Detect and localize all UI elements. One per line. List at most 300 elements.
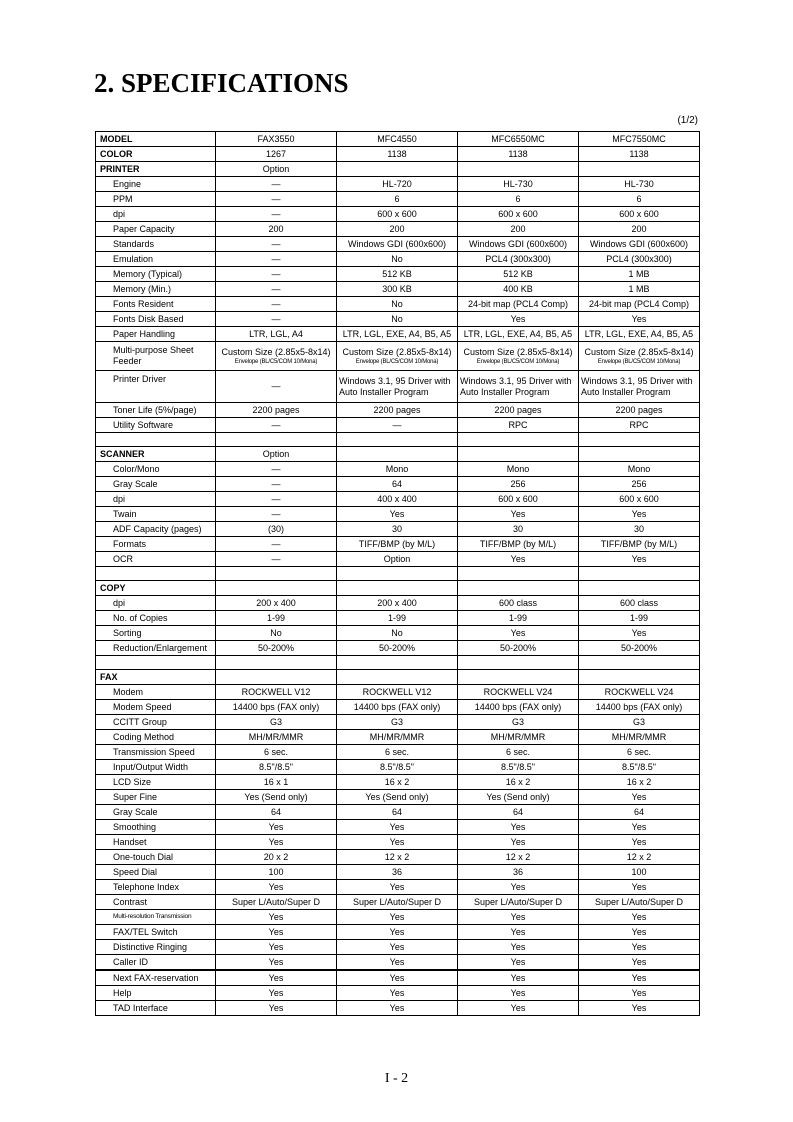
cell-line: Windows 3.1, 95 Driver with	[460, 375, 572, 386]
table-cell: 14400 bps (FAX only)	[458, 700, 579, 715]
table-cell: Yes	[579, 552, 700, 567]
table-cell: Windows GDI (600x600)	[337, 237, 458, 252]
row-label: dpi	[96, 492, 216, 507]
table-row	[96, 820, 700, 835]
table-cell: MFC7550MC	[579, 132, 700, 147]
table-cell: —	[216, 177, 337, 192]
row-label: Gray Scale	[96, 805, 216, 820]
table-row	[96, 147, 700, 162]
table-row	[96, 790, 700, 805]
table-cell: Yes	[337, 925, 458, 940]
cell-line: Auto Installer Program	[460, 386, 550, 397]
row-label: Emulation	[96, 252, 216, 267]
cell-line: Custom Size (2.85x5-8x14)	[584, 346, 694, 357]
table-row	[96, 1001, 700, 1016]
table-cell: Yes	[216, 986, 337, 1001]
table-row	[96, 596, 700, 611]
table-cell: 2200 pages	[337, 403, 458, 418]
row-label: ADF Capacity (pages)	[96, 522, 216, 537]
table-cell: Super L/Auto/Super D	[579, 895, 700, 910]
table-cell: 50-200%	[216, 641, 337, 656]
table-cell: LTR, LGL, EXE, A4, B5, A5	[458, 327, 579, 342]
table-cell: 1-99	[579, 611, 700, 626]
row-label: Twain	[96, 507, 216, 522]
table-cell: Yes	[579, 940, 700, 955]
table-row	[96, 835, 700, 850]
row-label: LCD Size	[96, 775, 216, 790]
table-cell: Yes (Send only)	[458, 790, 579, 805]
table-row	[96, 775, 700, 790]
row-label: Modem	[96, 685, 216, 700]
table-cell: Yes	[337, 1001, 458, 1016]
table-cell: Super L/Auto/Super D	[337, 895, 458, 910]
table-cell: G3	[458, 715, 579, 730]
row-label: Toner Life (5%/page)	[96, 403, 216, 418]
table-cell	[216, 433, 337, 447]
table-cell: Windows GDI (600x600)	[579, 237, 700, 252]
table-cell: Yes	[579, 970, 700, 986]
cell-line: Envelope (BL/C5/COM 10/Mona)	[597, 358, 681, 365]
table-cell	[337, 433, 458, 447]
table-cell: Yes	[216, 925, 337, 940]
row-label: Input/Output Width	[96, 760, 216, 775]
table-row	[96, 267, 700, 282]
table-cell: G3	[579, 715, 700, 730]
table-cell: MH/MR/MMR	[337, 730, 458, 745]
row-label: Fonts Disk Based	[96, 312, 216, 327]
table-row	[96, 745, 700, 760]
row-label	[96, 433, 216, 447]
row-label: PRINTER	[96, 162, 216, 177]
table-cell: 6	[579, 192, 700, 207]
table-row	[96, 970, 700, 986]
table-cell	[458, 447, 579, 462]
table-cell: 20 x 2	[216, 850, 337, 865]
table-cell: —	[216, 537, 337, 552]
table-row	[96, 252, 700, 267]
table-cell: 200	[337, 222, 458, 237]
table-cell: Yes	[337, 910, 458, 925]
table-cell: 14400 bps (FAX only)	[337, 700, 458, 715]
table-cell: 1138	[458, 147, 579, 162]
table-cell: 256	[579, 477, 700, 492]
table-cell: 1138	[579, 147, 700, 162]
table-cell: 2200 pages	[458, 403, 579, 418]
table-cell: 64	[579, 805, 700, 820]
table-cell: Yes	[337, 986, 458, 1001]
table-cell: 6	[458, 192, 579, 207]
cell-line: Envelope (BL/C5/COM 10/Mona)	[476, 358, 560, 365]
table-cell: No	[337, 312, 458, 327]
table-row	[96, 403, 700, 418]
table-row	[96, 282, 700, 297]
table-cell	[458, 162, 579, 177]
table-cell: Yes	[216, 955, 337, 971]
table-cell: Yes	[579, 820, 700, 835]
table-row	[96, 760, 700, 775]
table-cell: 100	[216, 865, 337, 880]
table-cell	[337, 581, 458, 596]
table-cell: Mono	[579, 462, 700, 477]
table-cell: 14400 bps (FAX only)	[216, 700, 337, 715]
row-label	[96, 656, 216, 670]
table-cell: No	[337, 297, 458, 312]
table-cell: Option	[337, 552, 458, 567]
table-cell: MFC6550MC	[458, 132, 579, 147]
table-row	[96, 192, 700, 207]
table-cell: 1-99	[337, 611, 458, 626]
table-row	[96, 132, 700, 147]
page-number: I - 2	[384, 1071, 409, 1086]
table-cell	[216, 656, 337, 670]
table-cell: LTR, LGL, EXE, A4, B5, A5	[579, 327, 700, 342]
row-label: Modem Speed	[96, 700, 216, 715]
row-label: SCANNER	[96, 447, 216, 462]
table-cell: —	[216, 477, 337, 492]
row-label: Next FAX-reservation	[96, 970, 216, 986]
table-row	[96, 433, 700, 447]
table-cell: Yes	[458, 312, 579, 327]
table-cell	[458, 656, 579, 670]
table-cell: Yes	[337, 955, 458, 971]
table-cell	[216, 342, 337, 371]
table-cell: 600 class	[579, 596, 700, 611]
table-cell: 8.5"/8.5"	[337, 760, 458, 775]
row-label: Paper Handling	[96, 327, 216, 342]
row-label: COPY	[96, 581, 216, 596]
table-cell: MH/MR/MMR	[579, 730, 700, 745]
table-cell: 6 sec.	[579, 745, 700, 760]
table-cell: 600 x 600	[458, 207, 579, 222]
row-label: One-touch Dial	[96, 850, 216, 865]
row-label: dpi	[96, 596, 216, 611]
table-cell: Yes	[458, 940, 579, 955]
table-cell	[579, 567, 700, 581]
table-cell: Yes	[579, 507, 700, 522]
row-label: PPM	[96, 192, 216, 207]
table-cell: 6	[337, 192, 458, 207]
table-cell: HL-730	[458, 177, 579, 192]
cell-line: Auto Installer Program	[339, 386, 429, 397]
table-cell: 16 x 1	[216, 775, 337, 790]
table-cell: 50-200%	[579, 641, 700, 656]
table-cell: LTR, LGL, A4	[216, 327, 337, 342]
cell-line: Envelope (BL/C5/COM 10/Mona)	[234, 358, 318, 365]
table-row	[96, 670, 700, 685]
table-row	[96, 880, 700, 895]
table-cell: 600 x 600	[579, 207, 700, 222]
table-cell: —	[216, 552, 337, 567]
table-cell: 14400 bps (FAX only)	[579, 700, 700, 715]
table-row	[96, 910, 700, 925]
table-cell: Yes	[458, 880, 579, 895]
table-cell: Yes	[216, 970, 337, 986]
table-cell: 30	[337, 522, 458, 537]
table-row	[96, 462, 700, 477]
table-cell: 6 sec.	[458, 745, 579, 760]
row-label: Paper Capacity	[96, 222, 216, 237]
table-cell: Option	[216, 162, 337, 177]
table-row-multi-purpose-feeder	[96, 342, 700, 371]
table-cell: 300 KB	[337, 282, 458, 297]
row-label: COLOR	[96, 147, 216, 162]
table-cell: —	[216, 418, 337, 433]
table-cell: Yes	[579, 925, 700, 940]
table-cell: 2200 pages	[579, 403, 700, 418]
table-cell: Yes	[337, 970, 458, 986]
table-row	[96, 537, 700, 552]
table-cell: Super L/Auto/Super D	[458, 895, 579, 910]
row-label: Transmission Speed	[96, 745, 216, 760]
table-row	[96, 656, 700, 670]
row-label: Super Fine	[96, 790, 216, 805]
table-cell: HL-730	[579, 177, 700, 192]
table-cell: 8.5"/8.5"	[579, 760, 700, 775]
row-label: Standards	[96, 237, 216, 252]
table-cell: 6 sec.	[216, 745, 337, 760]
row-label: TAD Interface	[96, 1001, 216, 1016]
table-cell: ROCKWELL V12	[216, 685, 337, 700]
table-cell: 512 KB	[337, 267, 458, 282]
table-row	[96, 447, 700, 462]
row-label: Contrast	[96, 895, 216, 910]
table-cell: Yes	[579, 790, 700, 805]
page-indicator: (1/2)	[677, 115, 698, 126]
cell-line: Custom Size (2.85x5-8x14)	[463, 346, 573, 357]
table-cell: MH/MR/MMR	[458, 730, 579, 745]
table-cell: Yes	[579, 835, 700, 850]
row-label	[96, 567, 216, 581]
table-cell: Yes	[458, 552, 579, 567]
table-cell: 256	[458, 477, 579, 492]
table-cell	[579, 581, 700, 596]
row-label: Telephone Index	[96, 880, 216, 895]
cell-line: Windows 3.1, 95 Driver with	[581, 375, 693, 386]
table-cell: No	[337, 626, 458, 641]
table-cell: Yes	[216, 835, 337, 850]
row-label: Handset	[96, 835, 216, 850]
table-cell: G3	[337, 715, 458, 730]
table-cell: RPC	[458, 418, 579, 433]
table-cell: HL-720	[337, 177, 458, 192]
table-cell: 512 KB	[458, 267, 579, 282]
row-label: Printer Driver	[96, 371, 216, 403]
table-cell: 600 class	[458, 596, 579, 611]
table-cell: ROCKWELL V24	[579, 685, 700, 700]
table-cell: 200 x 400	[337, 596, 458, 611]
table-cell: —	[216, 252, 337, 267]
row-label: Speed Dial	[96, 865, 216, 880]
row-label: Memory (Typical)	[96, 267, 216, 282]
table-cell	[337, 447, 458, 462]
table-cell	[216, 670, 337, 685]
table-cell	[579, 670, 700, 685]
table-cell: 1267	[216, 147, 337, 162]
table-cell: Yes	[337, 820, 458, 835]
row-label: Distinctive Ringing	[96, 940, 216, 955]
row-label: FAX/TEL Switch	[96, 925, 216, 940]
table-cell: 1-99	[458, 611, 579, 626]
table-cell: FAX3550	[216, 132, 337, 147]
cell-line: Custom Size (2.85x5-8x14)	[221, 346, 331, 357]
table-cell: Yes (Send only)	[216, 790, 337, 805]
table-cell: Yes	[216, 820, 337, 835]
table-cell: Yes	[458, 955, 579, 971]
table-cell: Yes	[579, 626, 700, 641]
row-label: Caller ID	[96, 955, 216, 971]
table-row	[96, 895, 700, 910]
table-cell	[458, 433, 579, 447]
table-cell	[579, 447, 700, 462]
table-cell	[579, 656, 700, 670]
row-label: No. of Copies	[96, 611, 216, 626]
table-cell: —	[216, 282, 337, 297]
row-label: Utility Software	[96, 418, 216, 433]
table-row-printer-driver	[96, 371, 700, 403]
table-cell: 200	[458, 222, 579, 237]
table-cell: ROCKWELL V12	[337, 685, 458, 700]
table-cell: 8.5"/8.5"	[458, 760, 579, 775]
table-cell: —	[216, 371, 337, 403]
table-row	[96, 207, 700, 222]
table-row	[96, 641, 700, 656]
table-cell: Yes	[458, 1001, 579, 1016]
table-row	[96, 567, 700, 581]
table-cell	[337, 162, 458, 177]
table-cell: 16 x 2	[579, 775, 700, 790]
row-label: Engine	[96, 177, 216, 192]
table-cell: Yes	[458, 986, 579, 1001]
row-label: Gray Scale	[96, 477, 216, 492]
table-cell: 200	[216, 222, 337, 237]
table-cell: 16 x 2	[337, 775, 458, 790]
table-cell	[337, 342, 458, 371]
table-cell	[458, 342, 579, 371]
table-cell: 64	[337, 477, 458, 492]
table-row	[96, 477, 700, 492]
table-row	[96, 850, 700, 865]
table-cell: 400 KB	[458, 282, 579, 297]
page-title: 2. SPECIFICATIONS	[94, 68, 349, 98]
row-label: OCR	[96, 552, 216, 567]
table-cell	[216, 581, 337, 596]
row-label-line: Multi-purpose Sheet	[113, 345, 194, 355]
table-cell: —	[216, 192, 337, 207]
table-cell: 600 x 600	[458, 492, 579, 507]
table-cell: 12 x 2	[337, 850, 458, 865]
row-label: FAX	[96, 670, 216, 685]
row-label: MODEL	[96, 132, 216, 147]
table-row	[96, 626, 700, 641]
table-cell: TIFF/BMP (by M/L)	[579, 537, 700, 552]
table-cell: Yes	[337, 835, 458, 850]
row-label: Reduction/Enlargement	[96, 641, 216, 656]
table-row	[96, 177, 700, 192]
table-cell	[216, 567, 337, 581]
table-cell: Yes	[579, 986, 700, 1001]
row-label: Help	[96, 986, 216, 1001]
table-cell	[458, 567, 579, 581]
table-cell: 400 x 400	[337, 492, 458, 507]
row-label: Multi-resolution Transmission	[96, 910, 216, 925]
table-row	[96, 581, 700, 596]
table-cell: 1138	[337, 147, 458, 162]
table-cell: 200	[579, 222, 700, 237]
table-row	[96, 222, 700, 237]
table-cell: No	[337, 252, 458, 267]
table-cell: —	[216, 207, 337, 222]
table-cell	[579, 371, 700, 403]
table-row	[96, 730, 700, 745]
table-row	[96, 418, 700, 433]
table-row	[96, 297, 700, 312]
table-cell	[337, 656, 458, 670]
table-cell: Yes	[458, 910, 579, 925]
table-cell: 8.5"/8.5"	[216, 760, 337, 775]
table-cell: No	[216, 626, 337, 641]
table-row	[96, 237, 700, 252]
row-label: Memory (Min.)	[96, 282, 216, 297]
table-cell	[458, 581, 579, 596]
table-cell: Yes	[216, 940, 337, 955]
table-cell: MH/MR/MMR	[216, 730, 337, 745]
cell-line: Windows 3.1, 95 Driver with	[339, 375, 451, 386]
table-cell: 100	[579, 865, 700, 880]
table-cell: 64	[216, 805, 337, 820]
table-cell: —	[216, 462, 337, 477]
specifications-table	[95, 131, 700, 1016]
table-cell: 12 x 2	[458, 850, 579, 865]
row-label: Sorting	[96, 626, 216, 641]
table-cell: 1 MB	[579, 267, 700, 282]
table-cell	[458, 670, 579, 685]
table-cell: 24-bit map (PCL4 Comp)	[458, 297, 579, 312]
table-cell: Yes	[337, 940, 458, 955]
table-cell: TIFF/BMP (by M/L)	[337, 537, 458, 552]
table-cell: Yes	[458, 626, 579, 641]
table-cell: 64	[458, 805, 579, 820]
table-cell: Yes	[579, 955, 700, 971]
table-cell: 6 sec.	[337, 745, 458, 760]
table-cell: —	[216, 267, 337, 282]
table-cell: PCL4 (300x300)	[458, 252, 579, 267]
table-cell: —	[216, 297, 337, 312]
table-cell	[337, 670, 458, 685]
table-cell: Yes	[458, 970, 579, 986]
row-label: CCITT Group	[96, 715, 216, 730]
table-row	[96, 611, 700, 626]
table-row	[96, 522, 700, 537]
table-cell: 30	[458, 522, 579, 537]
cell-line: Envelope (BL/C5/COM 10/Mona)	[355, 358, 439, 365]
table-cell: Mono	[458, 462, 579, 477]
table-row	[96, 955, 700, 971]
table-cell: Yes	[458, 507, 579, 522]
table-cell: Yes	[579, 312, 700, 327]
table-row	[96, 685, 700, 700]
table-cell: TIFF/BMP (by M/L)	[458, 537, 579, 552]
table-row	[96, 805, 700, 820]
table-cell: Yes	[458, 820, 579, 835]
table-row	[96, 986, 700, 1001]
table-cell: (30)	[216, 522, 337, 537]
row-label: dpi	[96, 207, 216, 222]
row-label-line: Feeder	[113, 356, 142, 366]
table-cell	[458, 371, 579, 403]
row-label: Coding Method	[96, 730, 216, 745]
table-cell: LTR, LGL, EXE, A4, B5, A5	[337, 327, 458, 342]
table-cell: Yes	[216, 880, 337, 895]
